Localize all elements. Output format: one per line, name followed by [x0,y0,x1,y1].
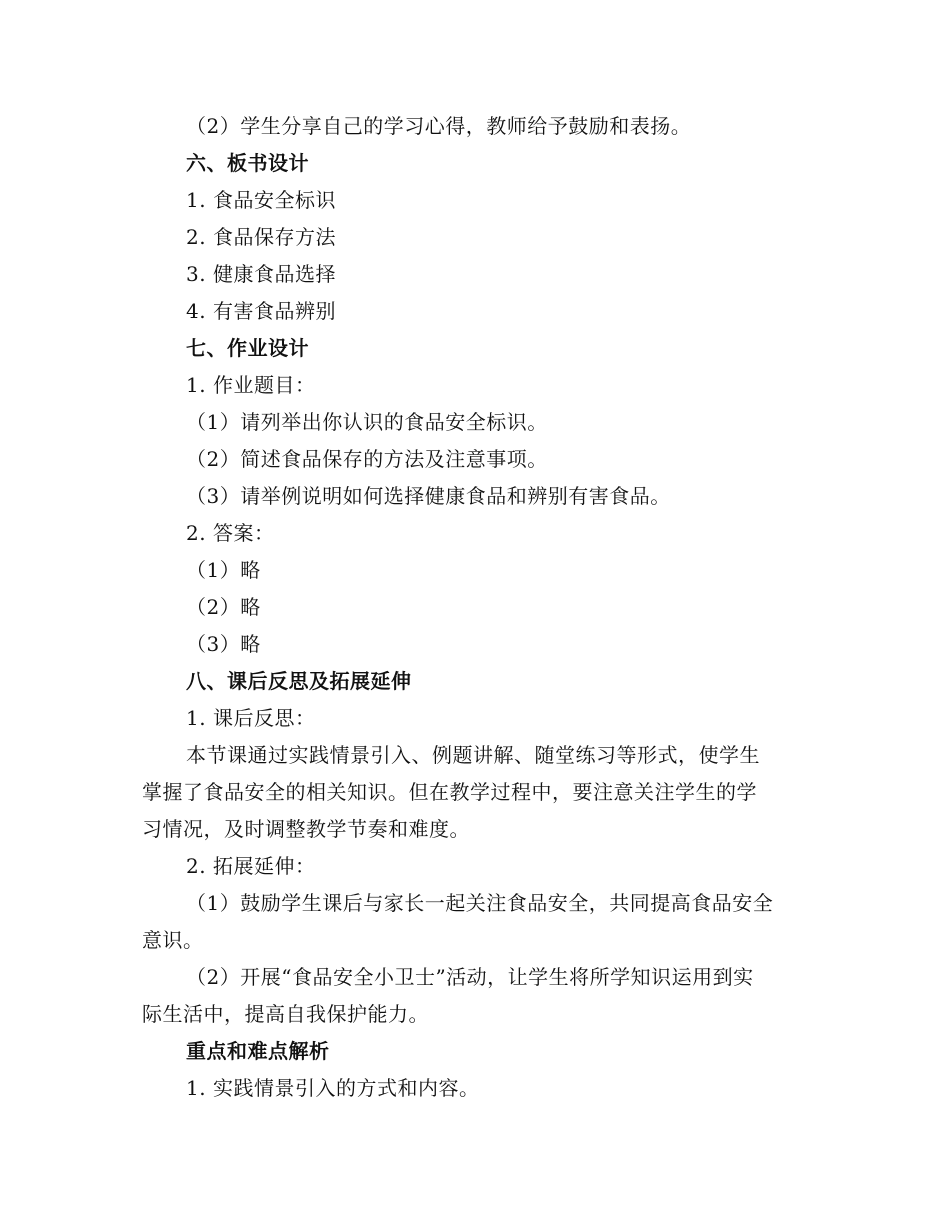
list-item: （3）略 [186,632,261,656]
section-heading: 重点和难点解析 [186,1039,330,1063]
list-item: 4. 有害食品辨别 [186,299,336,323]
list-item: 3. 健康食品选择 [186,262,336,286]
list-item: 2. 食品保存方法 [186,225,336,249]
section-heading: 八、课后反思及拓展延伸 [186,669,412,693]
section-heading: 六、板书设计 [186,151,309,175]
list-item: 1. 实践情景引入的方式和内容。 [186,1076,480,1100]
paragraph-line: 意识。 [142,928,204,952]
paragraph-line: （1）鼓励学生课后与家长一起关注食品安全，共同提高食品安全 [186,891,774,915]
list-item: 2. 拓展延伸： [186,854,316,878]
list-item: 1. 食品安全标识 [186,188,336,212]
text-line: （2）学生分享自己的学习心得，教师给予鼓励和表扬。 [186,114,692,138]
list-item: 2. 答案： [186,521,275,545]
paragraph-line: 际生活中，提高自我保护能力。 [142,1002,429,1026]
list-item: （3）请举例说明如何选择健康食品和辨别有害食品。 [186,484,671,508]
list-item: （2）简述食品保存的方法及注意事项。 [186,447,548,471]
paragraph-line: 本节课通过实践情景引入、例题讲解、随堂练习等形式，使学生 [186,743,760,767]
paragraph-line: 习情况，及时调整教学节奏和难度。 [142,817,470,841]
paragraph-line: 掌握了食品安全的相关知识。但在教学过程中，要注意关注学生的学 [142,780,757,804]
list-item: （1）请列举出你认识的食品安全标识。 [186,410,548,434]
list-item: （1）略 [186,558,261,582]
list-item: 1. 作业题目： [186,373,316,397]
paragraph-line: （2）开展“食品安全小卫士”活动，让学生将所学知识运用到实 [186,965,754,989]
list-item: （2）略 [186,595,261,619]
section-heading: 七、作业设计 [186,336,309,360]
list-item: 1. 课后反思： [186,706,316,730]
